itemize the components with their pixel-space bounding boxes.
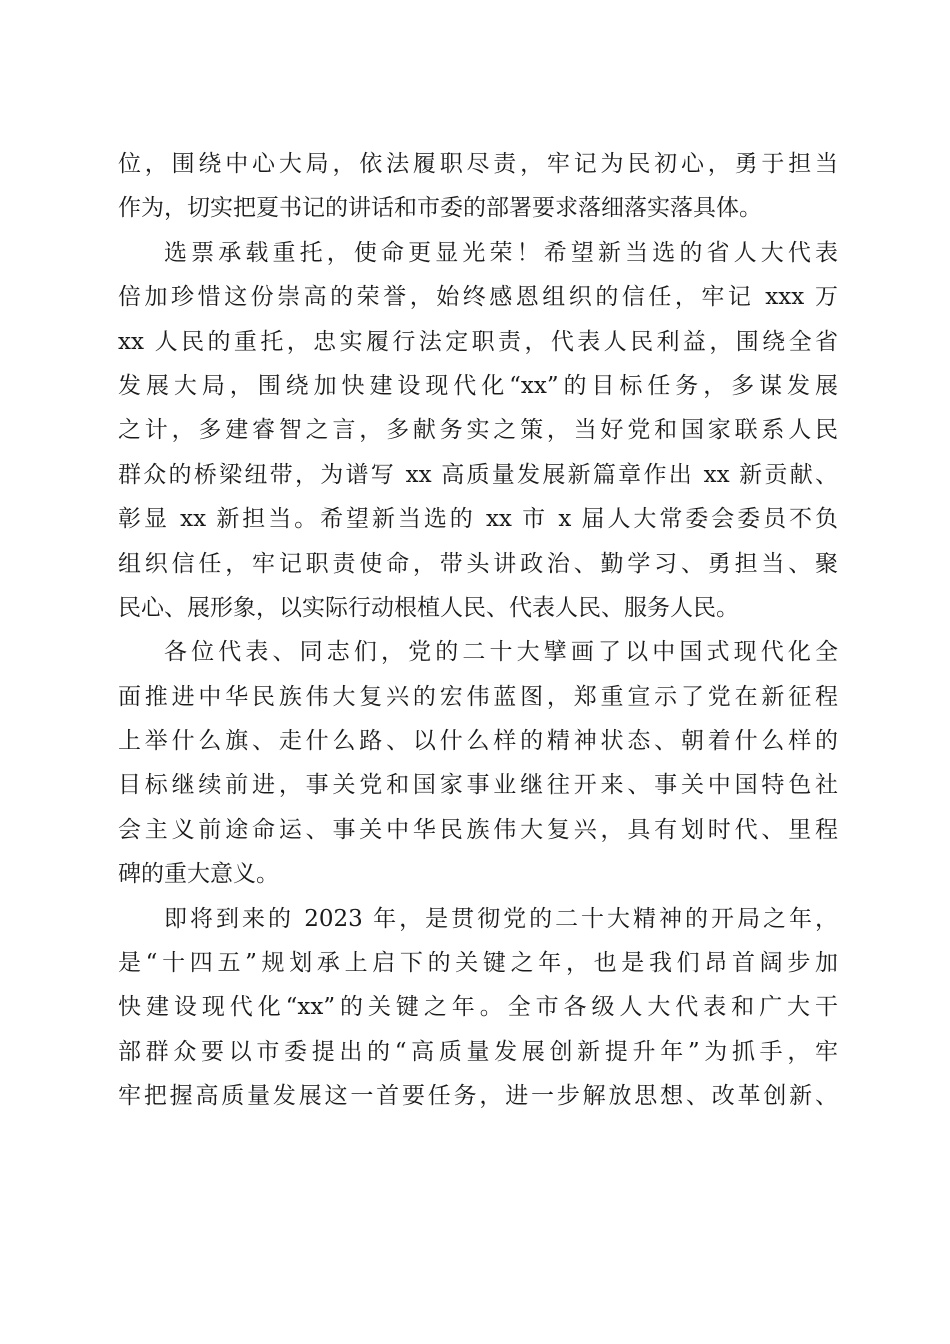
- body-text: [118, 142, 838, 1119]
- text-line: 碑的重大意义。: [118, 861, 279, 888]
- text-line: 部群众要以市委提出的“高质量发展创新提升年”为抓手，牢: [118, 1038, 838, 1065]
- text-line: 位，围绕中心大局，依法履职尽责，牢记为民初心，勇于担当: [118, 151, 838, 177]
- text-line: 会主义前途命运、事关中华民族伟大复兴，具有划时代、里程: [118, 816, 838, 843]
- text-line: 民心、展形象，以实际行动根植人民、代表人民、服务人民。: [118, 594, 739, 621]
- text-line: 快建设现代化“xx”的关键之年。全市各级人大代表和广大干: [118, 994, 838, 1021]
- text-line: 组织信任，牢记职责使命，带头讲政治、勤学习、勇担当、聚: [118, 550, 838, 577]
- paragraph-start-line: 即将到来的 2023 年，是贯彻党的二十大精神的开局之年，: [164, 905, 838, 932]
- text-line: 上举什么旗、走什么路、以什么样的精神状态、朝着什么样的: [118, 728, 838, 755]
- text-line: 彰显 xx 新担当。希望新当选的 xx 市 x 届人大常委会委员不负: [118, 506, 838, 533]
- paragraph-start-line: 选票承载重托，使命更显光荣！希望新当选的省人大代表: [164, 239, 838, 266]
- text-line: xx 人民的重托，忠实履行法定职责，代表人民利益，围绕全省: [118, 328, 838, 355]
- text-line: 牢把握高质量发展这一首要任务，进一步解放思想、改革创新、: [118, 1083, 838, 1110]
- paragraph-start-line: 各位代表、同志们，党的二十大擘画了以中国式现代化全: [164, 639, 838, 666]
- text-line: 发展大局，围绕加快建设现代化“xx”的目标任务，多谋发展: [118, 372, 838, 399]
- text-line: 群众的桥梁纽带，为谱写 xx 高质量发展新篇章作出 xx 新贡献、: [118, 461, 838, 488]
- text-line: 目标继续前进，事关党和国家事业继往开来、事关中国特色社: [118, 772, 838, 799]
- text-line: 面推进中华民族伟大复兴的宏伟蓝图，郑重宣示了党在新征程: [118, 683, 838, 710]
- text-line: 倍加珍惜这份崇高的荣誉，始终感恩组织的信任，牢记 xxx 万: [118, 284, 838, 311]
- text-line: 是“十四五”规划承上启下的关键之年，也是我们昂首阔步加: [118, 950, 838, 977]
- text-line: 作为，切实把夏书记的讲话和市委的部署要求落细落实落具体。: [118, 195, 762, 222]
- text-line: 之计，多建睿智之言，多献务实之策，当好党和国家联系人民: [118, 417, 838, 444]
